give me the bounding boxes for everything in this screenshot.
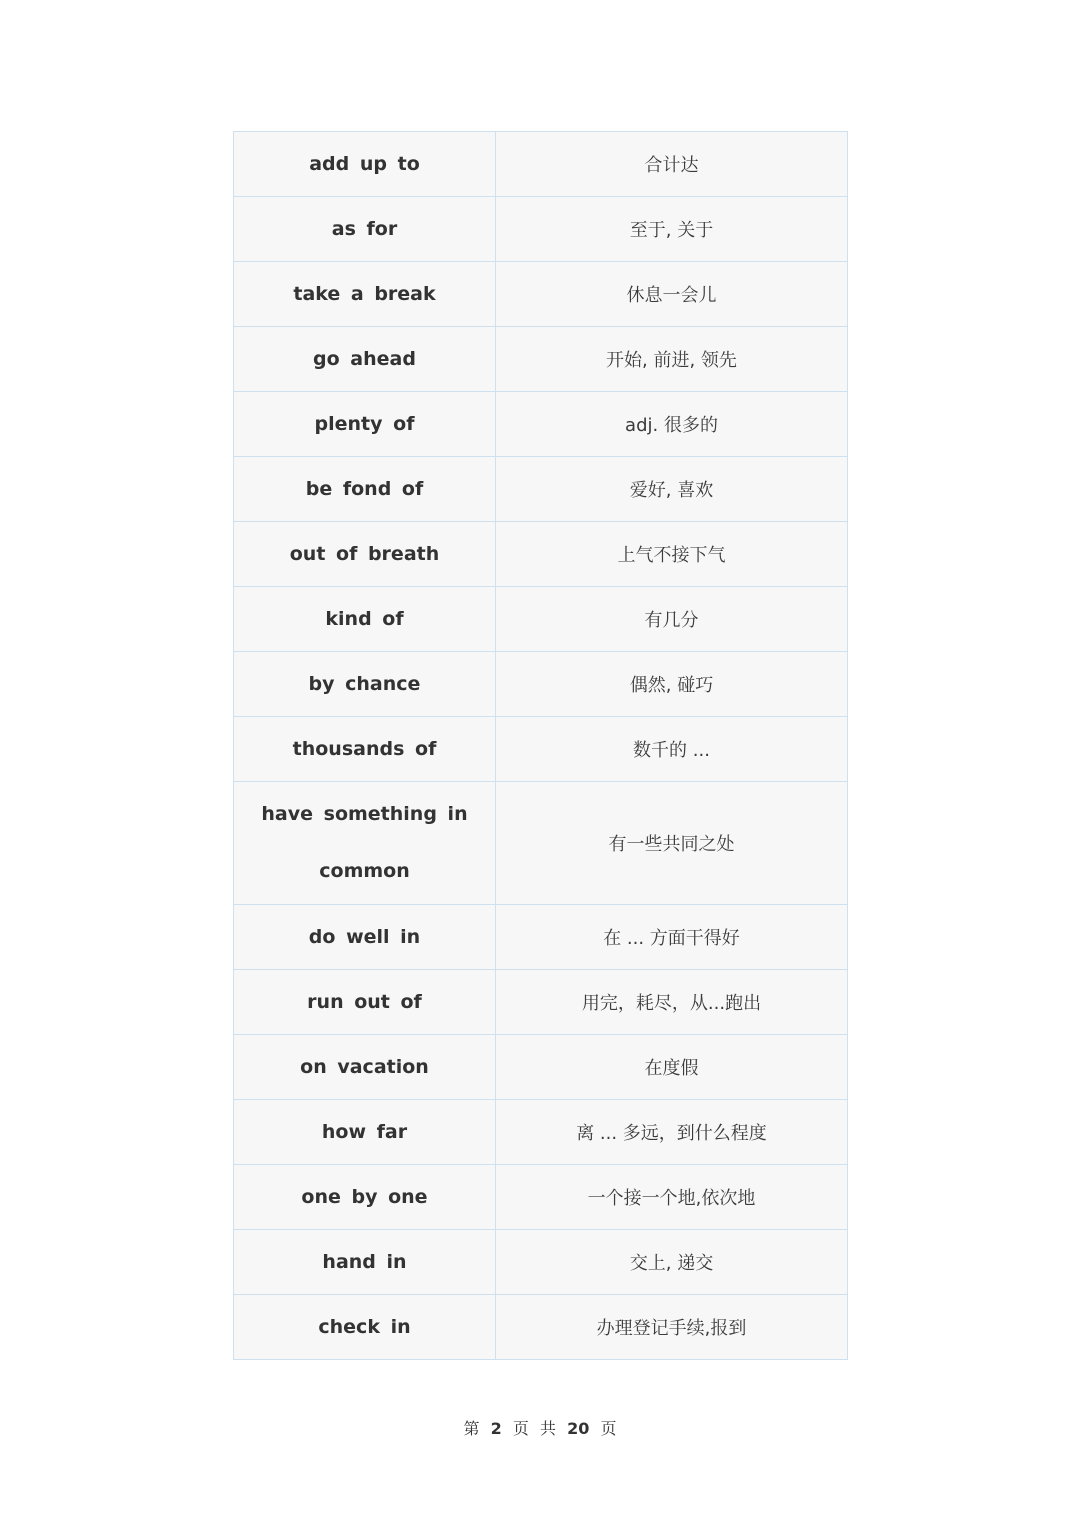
phrase-cell: have something in common	[234, 782, 496, 905]
meaning-cell: 休息一会儿	[496, 262, 848, 327]
footer-total-word: 共	[539, 1419, 556, 1438]
phrase-cell: plenty of	[234, 392, 496, 457]
table-row	[234, 1035, 848, 1100]
table-row	[234, 392, 848, 457]
phrase-cell: kind of	[234, 587, 496, 652]
meaning-cell: 开始, 前进, 领先	[496, 327, 848, 392]
meaning-cell: 办理登记手续,报到	[496, 1295, 848, 1360]
phrase-cell: check in	[234, 1295, 496, 1360]
phrase-cell: how far	[234, 1100, 496, 1165]
phrase-cell: take a break	[234, 262, 496, 327]
current-page-number: 2	[490, 1419, 502, 1438]
table-row	[234, 1295, 848, 1360]
meaning-cell: 至于, 关于	[496, 197, 848, 262]
phrase-cell: be fond of	[234, 457, 496, 522]
meaning-cell: 上气不接下气	[496, 522, 848, 587]
total-pages-number: 20	[567, 1419, 590, 1438]
phrase-cell: do well in	[234, 905, 496, 970]
phrase-cell: by chance	[234, 652, 496, 717]
meaning-cell: 交上, 递交	[496, 1230, 848, 1295]
meaning-cell: 在 ... 方面干得好	[496, 905, 848, 970]
meaning-cell: 用完，耗尽，从...跑出	[496, 970, 848, 1035]
vocabulary-table	[233, 131, 848, 1360]
table-row	[234, 1230, 848, 1295]
phrase-cell: on vacation	[234, 1035, 496, 1100]
table-row	[234, 652, 848, 717]
footer-suffix: 页	[600, 1419, 617, 1438]
table-row	[234, 905, 848, 970]
meaning-cell: 在度假	[496, 1035, 848, 1100]
table-row	[234, 132, 848, 197]
table-row	[234, 782, 848, 905]
table-row	[234, 457, 848, 522]
page-footer	[0, 1416, 1080, 1439]
phrase-cell: as for	[234, 197, 496, 262]
phrase-cell: thousands of	[234, 717, 496, 782]
meaning-cell: 有一些共同之处	[496, 782, 848, 905]
footer-prefix: 第	[463, 1419, 480, 1438]
meaning-cell: 偶然, 碰巧	[496, 652, 848, 717]
meaning-cell: adj. 很多的	[496, 392, 848, 457]
meaning-cell: 合计达	[496, 132, 848, 197]
table-row	[234, 197, 848, 262]
table-row	[234, 522, 848, 587]
phrase-cell: one by one	[234, 1165, 496, 1230]
phrase-cell: hand in	[234, 1230, 496, 1295]
meaning-cell: 一个接一个地,依次地	[496, 1165, 848, 1230]
phrase-cell: add up to	[234, 132, 496, 197]
phrase-cell: go ahead	[234, 327, 496, 392]
table-row	[234, 1165, 848, 1230]
meaning-cell: 爱好, 喜欢	[496, 457, 848, 522]
meaning-cell: 有几分	[496, 587, 848, 652]
footer-page-word: 页	[512, 1419, 529, 1438]
table-row	[234, 970, 848, 1035]
table-row	[234, 587, 848, 652]
vocabulary-table-body	[234, 132, 848, 1360]
table-row	[234, 327, 848, 392]
meaning-cell: 数千的 ...	[496, 717, 848, 782]
table-row	[234, 1100, 848, 1165]
table-row	[234, 262, 848, 327]
phrase-cell: out of breath	[234, 522, 496, 587]
phrase-cell: run out of	[234, 970, 496, 1035]
table-row	[234, 717, 848, 782]
meaning-cell: 离 ... 多远，到什么程度	[496, 1100, 848, 1165]
